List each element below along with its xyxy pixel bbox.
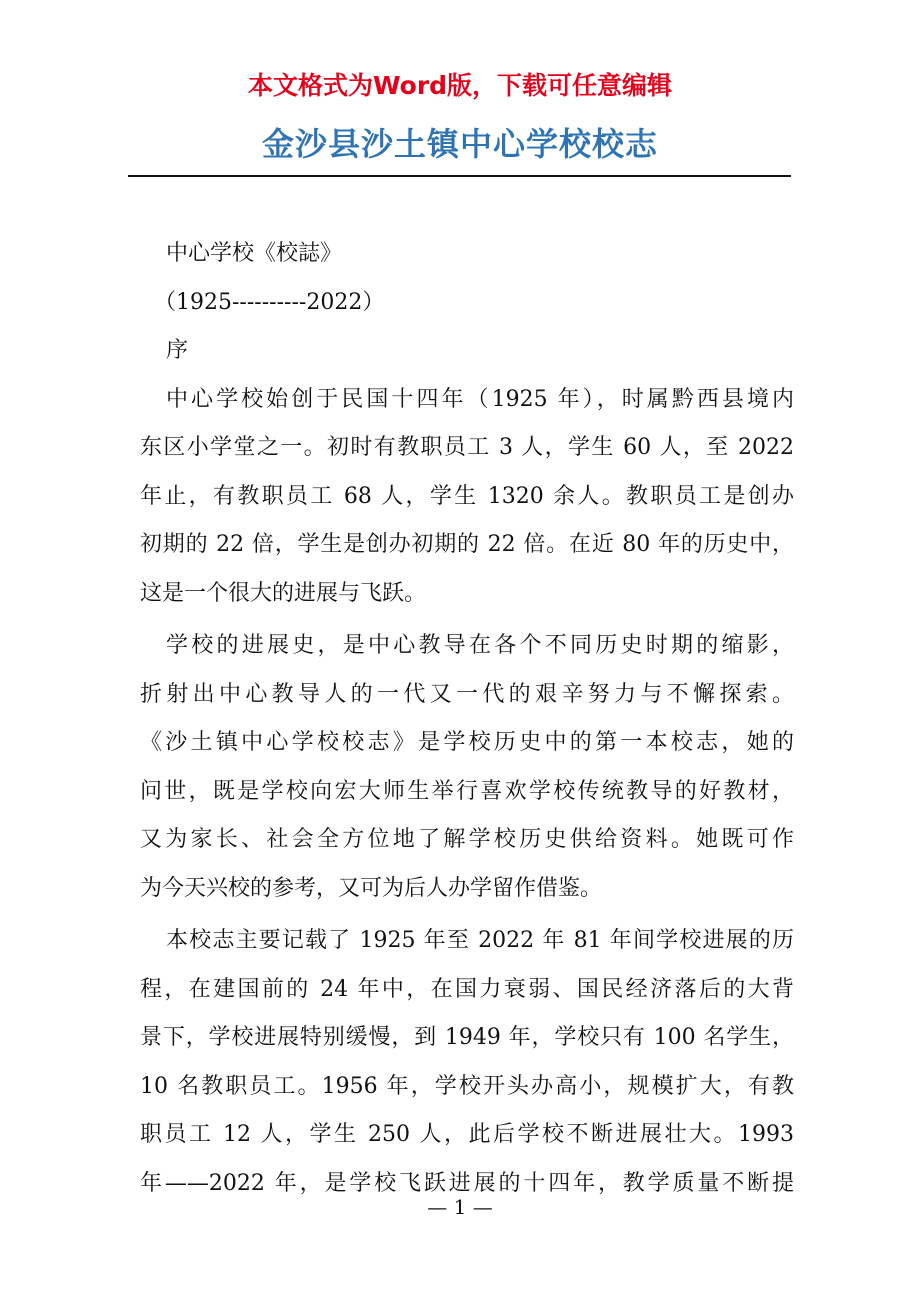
paragraph-line: 职员工 12 人，学生 250 人，此后学校不断进展壮大。1993 [140,1122,794,1147]
preface-heading: 序 [166,338,189,363]
paragraph-line: 程，在建国前的 24 年中，在国力衰弱、国民经济落后的大背 [140,976,794,1002]
paragraph-line: 折射出中心教导人的一代又一代的艰辛努力与不懈探索。 [140,681,794,707]
paragraph-line: 东区小学堂之一。初时有教职员工 3 人，学生 60 人，至 2022 [140,435,794,460]
paragraph-line: 《沙土镇中心学校校志》是学校历史中的第一本校志，她的 [140,730,794,755]
section-heading: 中心学校《校誌》 [166,241,343,266]
document-body [140,230,794,1208]
paragraph-line: 问世，既是学校向宏大师生举行喜欢学校传统教导的好教材， [140,778,794,804]
format-notice-banner: 本文格式为Word版，下载可任意编辑 [247,71,673,100]
document-title: 金沙县沙土镇中心学校校志 [261,125,658,163]
paragraph-line: 中心学校始创于民国十四年（1925 年），时属黔西县境内 [166,386,794,412]
paragraph-line: 本校志主要记载了 1925 年至 2022 年 81 年间学校进展的历 [166,928,794,953]
year-range: （1925----------2022） [154,289,385,315]
paragraph-line: 景下，学校进展特别缓慢，到 1949 年，学校只有 100 名学生， [140,1025,794,1050]
paragraph-line: 又为家长、社会全方位地了解学校历史供给资料。她既可作 [140,827,794,852]
paragraph-line: 学校的进展史，是中心教导在各个不同历史时期的缩影， [166,633,794,658]
paragraph-line: 10 名教职员工。1956 年，学校开头办高小，规模扩大，有教 [140,1073,794,1099]
paragraph-line: 年止，有教职员工 68 人，学生 1320 余人。教职员工是创办 [140,483,794,509]
paragraph-line: 年——2022 年，是学校飞跃进展的十四年，教学质量不断提 [140,1170,794,1196]
paragraph-line: 这是一个很大的进展与飞跃。 [140,580,427,606]
page-number: — 1 — [427,1195,493,1219]
title-divider [128,175,791,177]
paragraph-line: 为今天兴校的参考，又可为后人办学留作借鉴。 [140,875,603,901]
paragraph-line: 初期的 22 倍，学生是创办初期的 22 倍。在近 80 年的历史中， [140,532,794,557]
